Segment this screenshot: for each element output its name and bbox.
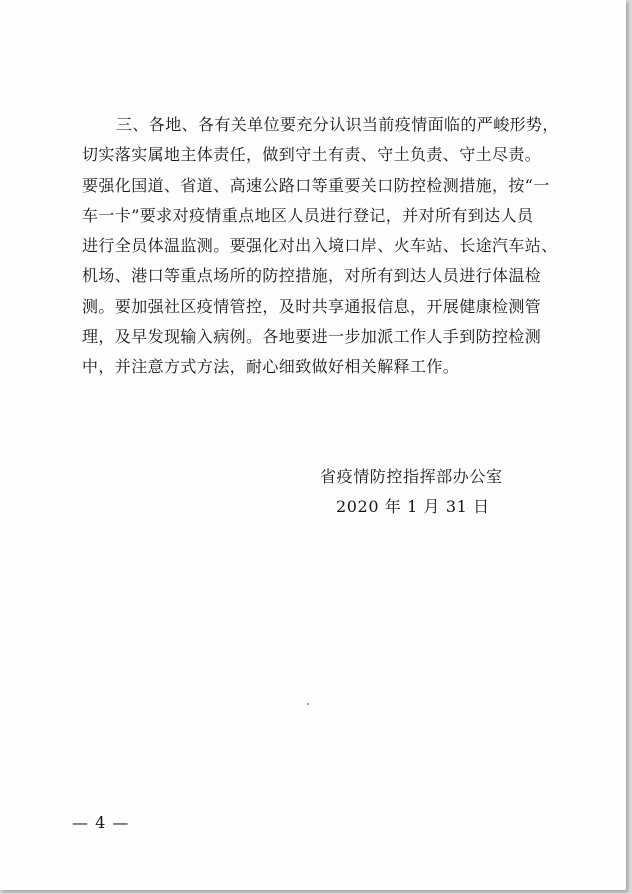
page-number: — 4 — bbox=[72, 813, 130, 832]
issuing-organization: 省疫情防控指挥部办公室 bbox=[320, 467, 503, 486]
paragraph-line: 车一卡”要求对疫情重点地区人员进行登记，并对所有到达人员 bbox=[82, 205, 534, 225]
paragraph-line: 中，并注意方式方法，耐心细致做好相关解释工作。 bbox=[82, 357, 460, 377]
scan-speck bbox=[307, 703, 309, 705]
paragraph-line: 切实落实属地主体责任，做到守土有责、守土负责、守土尽责。 bbox=[82, 145, 542, 165]
body-paragraph bbox=[82, 110, 562, 383]
paragraph-line: 机场、港口等重点场所的防控措施，对所有到达人员进行体温检 bbox=[82, 266, 542, 286]
paragraph-line: 测。要加强社区疫情管控，及时共享通报信息，开展健康检测管 bbox=[82, 296, 542, 316]
issue-date: 2020 年 1 月 31 日 bbox=[336, 497, 490, 516]
paragraph-line: 进行全员体温监测。要强化对出入境口岸、火车站、长途汽车站、 bbox=[82, 236, 558, 256]
signature-block bbox=[320, 462, 530, 522]
paragraph-line: 要强化国道、省道、高速公路口等重要关口防控检测措施，按“一 bbox=[82, 175, 550, 195]
paragraph-line: 理，及早发现输入病例。各地要进一步加派工作人手到防控检测 bbox=[82, 327, 542, 347]
paragraph-line: 三、各地、各有关单位要充分认识当前疫情面临的严峻形势， bbox=[116, 115, 559, 134]
